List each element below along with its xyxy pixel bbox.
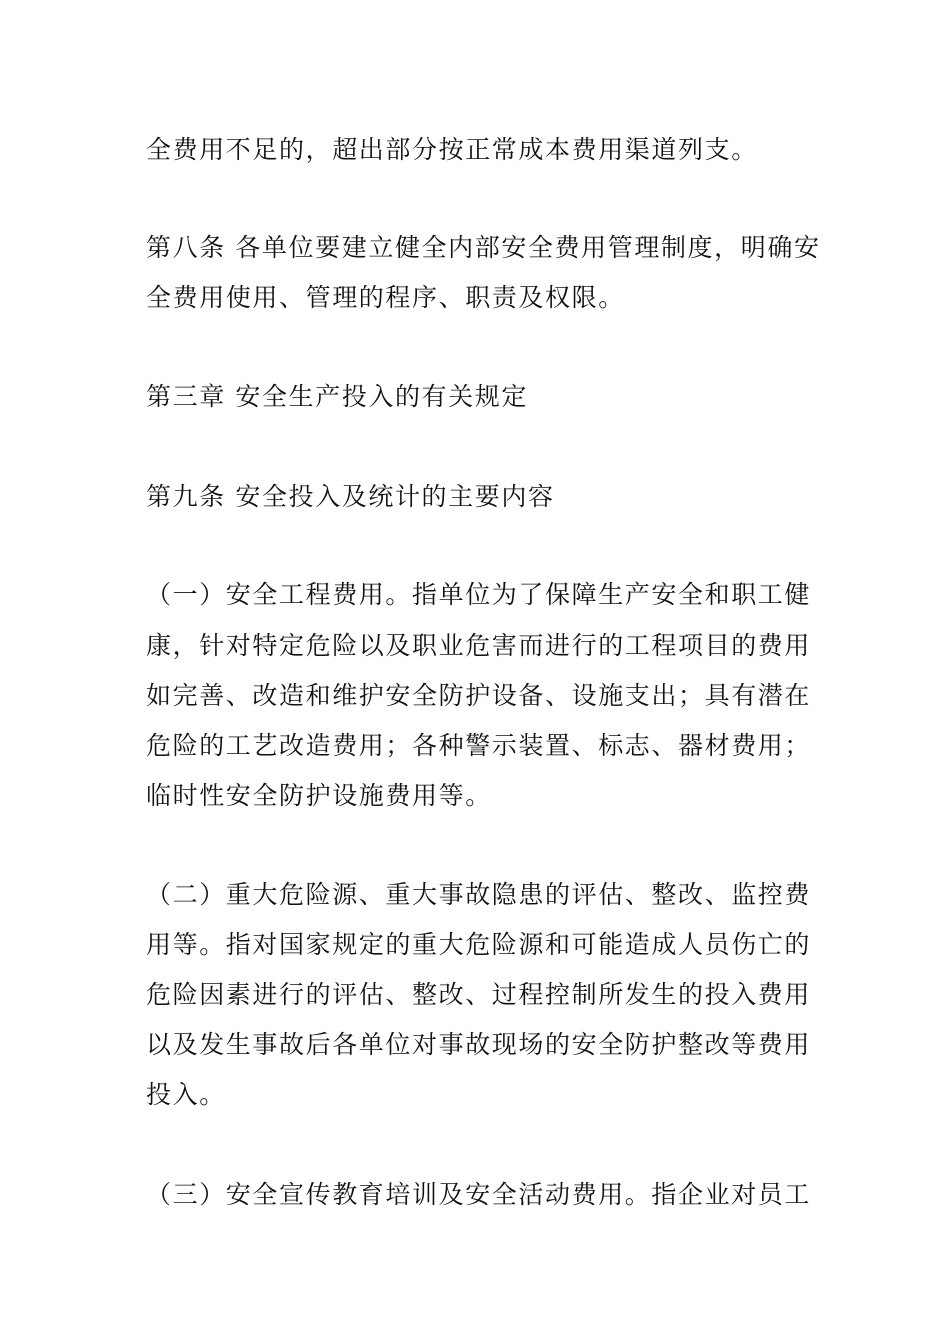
text-line-14: 以及发生事故后各单位对事故现场的安全防护整改等费用 [146,1030,812,1059]
chapter-heading: 第三章 安全生产投入的有关规定 [146,382,528,411]
text-line-9: 危险的工艺改造费用；各种警示装置、标志、器材费用； [146,731,812,760]
text-line-11: （二）重大危险源、重大事故隐患的评估、整改、监控费 [146,880,812,909]
text-line-16: （三）安全宣传教育培训及安全活动费用。指企业对员工 [146,1180,812,1209]
text-line-6: （一）安全工程费用。指单位为了保障生产安全和职工健 [146,580,812,609]
text-line-10: 临时性安全防护设施费用等。 [146,781,492,810]
text-line-13: 危险因素进行的评估、整改、过程控制所发生的投入费用 [146,980,812,1009]
text-line-7: 康，针对特定危险以及职业危害而进行的工程项目的费用 [146,631,812,660]
text-line-2: 第八条 各单位要建立健全内部安全费用管理制度，明确安 [146,233,821,262]
text-line-12: 用等。指对国家规定的重大危险源和可能造成人员伤亡的 [146,930,812,959]
article-heading: 第九条 安全投入及统计的主要内容 [146,482,555,511]
text-line-15: 投入。 [146,1080,226,1109]
text-line-3: 全费用使用、管理的程序、职责及权限。 [146,283,625,312]
text-line-1: 全费用不足的，超出部分按正常成本费用渠道列支。 [146,135,758,164]
text-line-8: 如完善、改造和维护安全防护设备、设施支出；具有潜在 [146,681,812,710]
